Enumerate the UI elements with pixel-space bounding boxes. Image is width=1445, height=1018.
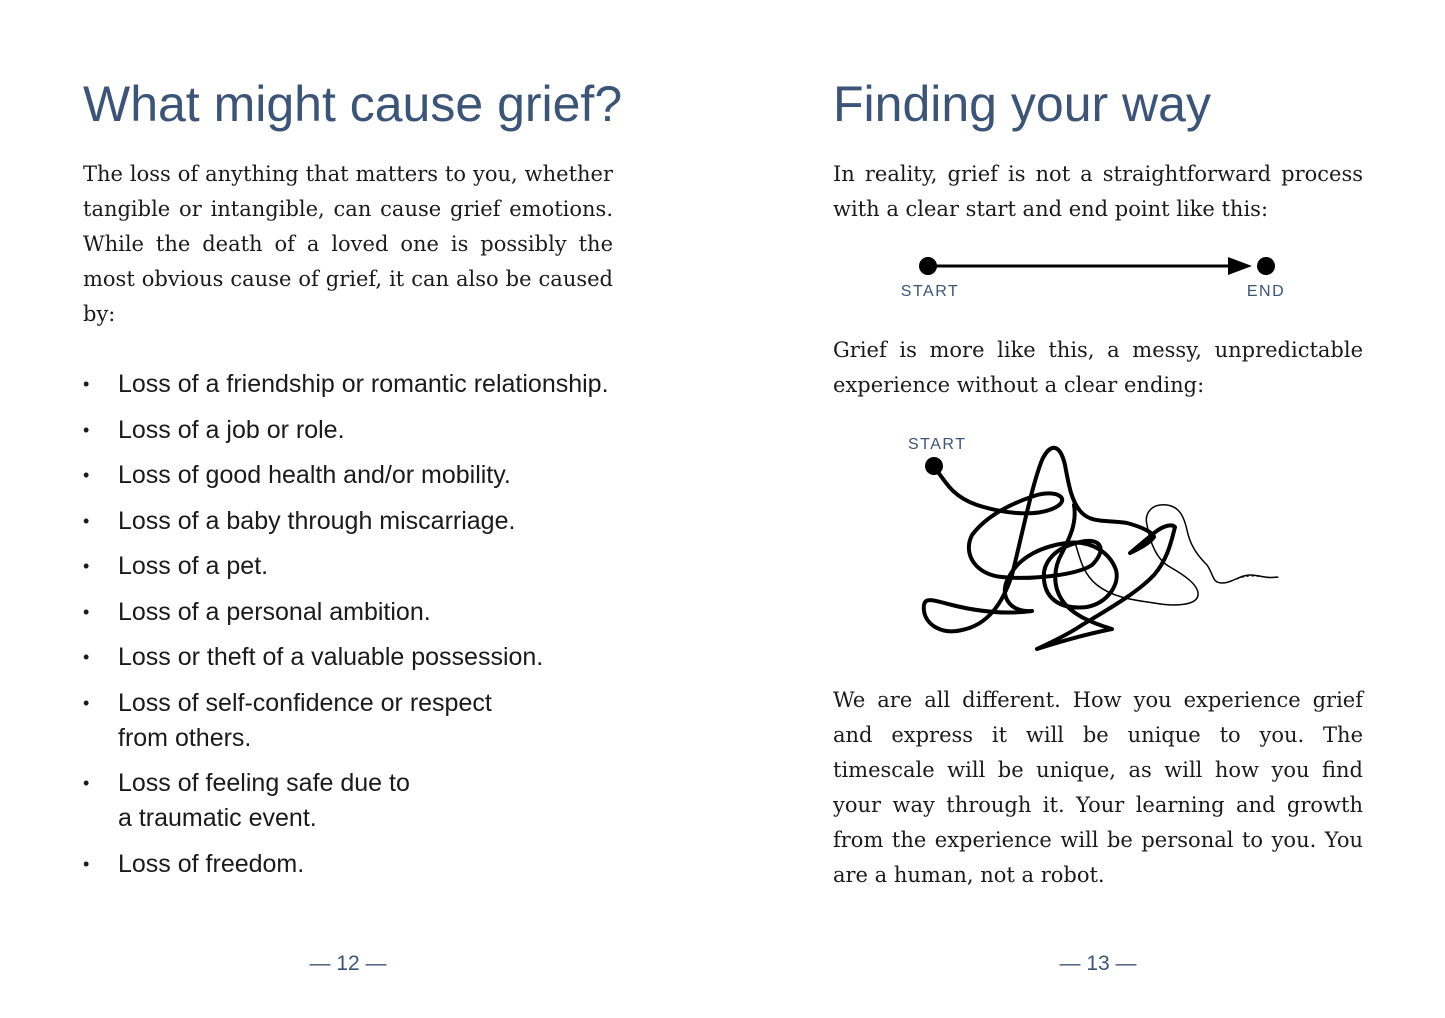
left-page-intro: The loss of anything that matters to you, whether tangible or intangible, can cause grief emotions. While the death of a loved one is possibly the most obvious cause of grief, it can also be caused by: [83, 162, 613, 326]
right-page [722, 0, 1445, 1018]
page-number-right: — 13 — [1059, 952, 1137, 975]
left-page-heading: What might cause grief? [83, 76, 623, 132]
list-item: • Loss of good health and/or mobility. [83, 458, 623, 493]
left-page [0, 0, 722, 1018]
start-dot-icon [919, 257, 937, 275]
list-item: • Loss or theft of a valuable possession. [83, 640, 623, 675]
right-page-heading: Finding your way [833, 76, 1211, 132]
list-item: • Loss of self-confidence or respect from others. [83, 686, 508, 756]
right-page-paragraph-1: In reality, grief is not a straightforward process with a clear start and end point like this: [833, 162, 1363, 221]
page-number-left: — 12 — [309, 952, 387, 975]
list-item: • Loss of a job or role. [83, 413, 623, 448]
arrow-head-icon [1228, 257, 1252, 275]
end-label: END [1246, 283, 1286, 300]
list-item: • Loss of a baby through miscarriage. [83, 504, 623, 539]
right-page-paragraph-2: Grief is more like this, a messy, unpredictable experience without a clear ending: [833, 338, 1363, 397]
straight-path-diagram [882, 245, 1302, 307]
loss-list [83, 367, 623, 892]
right-page-paragraph-3: We are all different. How you experience grief and express it will be unique to you. The timescale will be unique, as will how you find your way through it. Your learning and growth from the experience will be personal to you. You are a human, not a robot. [833, 688, 1363, 887]
list-item: • Loss of feeling safe due to a traumatic event. [83, 766, 418, 836]
scribble-main-path [924, 448, 1175, 649]
messy-path-diagram [892, 425, 1292, 660]
end-dot-icon [1257, 257, 1275, 275]
list-item: • Loss of a personal ambition. [83, 595, 623, 630]
scribble-start-label: START [908, 436, 967, 453]
start-label: START [900, 283, 960, 300]
list-item: • Loss of a pet. [83, 549, 623, 584]
list-item: • Loss of freedom. [83, 847, 623, 882]
list-item: • Loss of a friendship or romantic relationship. [83, 367, 623, 402]
